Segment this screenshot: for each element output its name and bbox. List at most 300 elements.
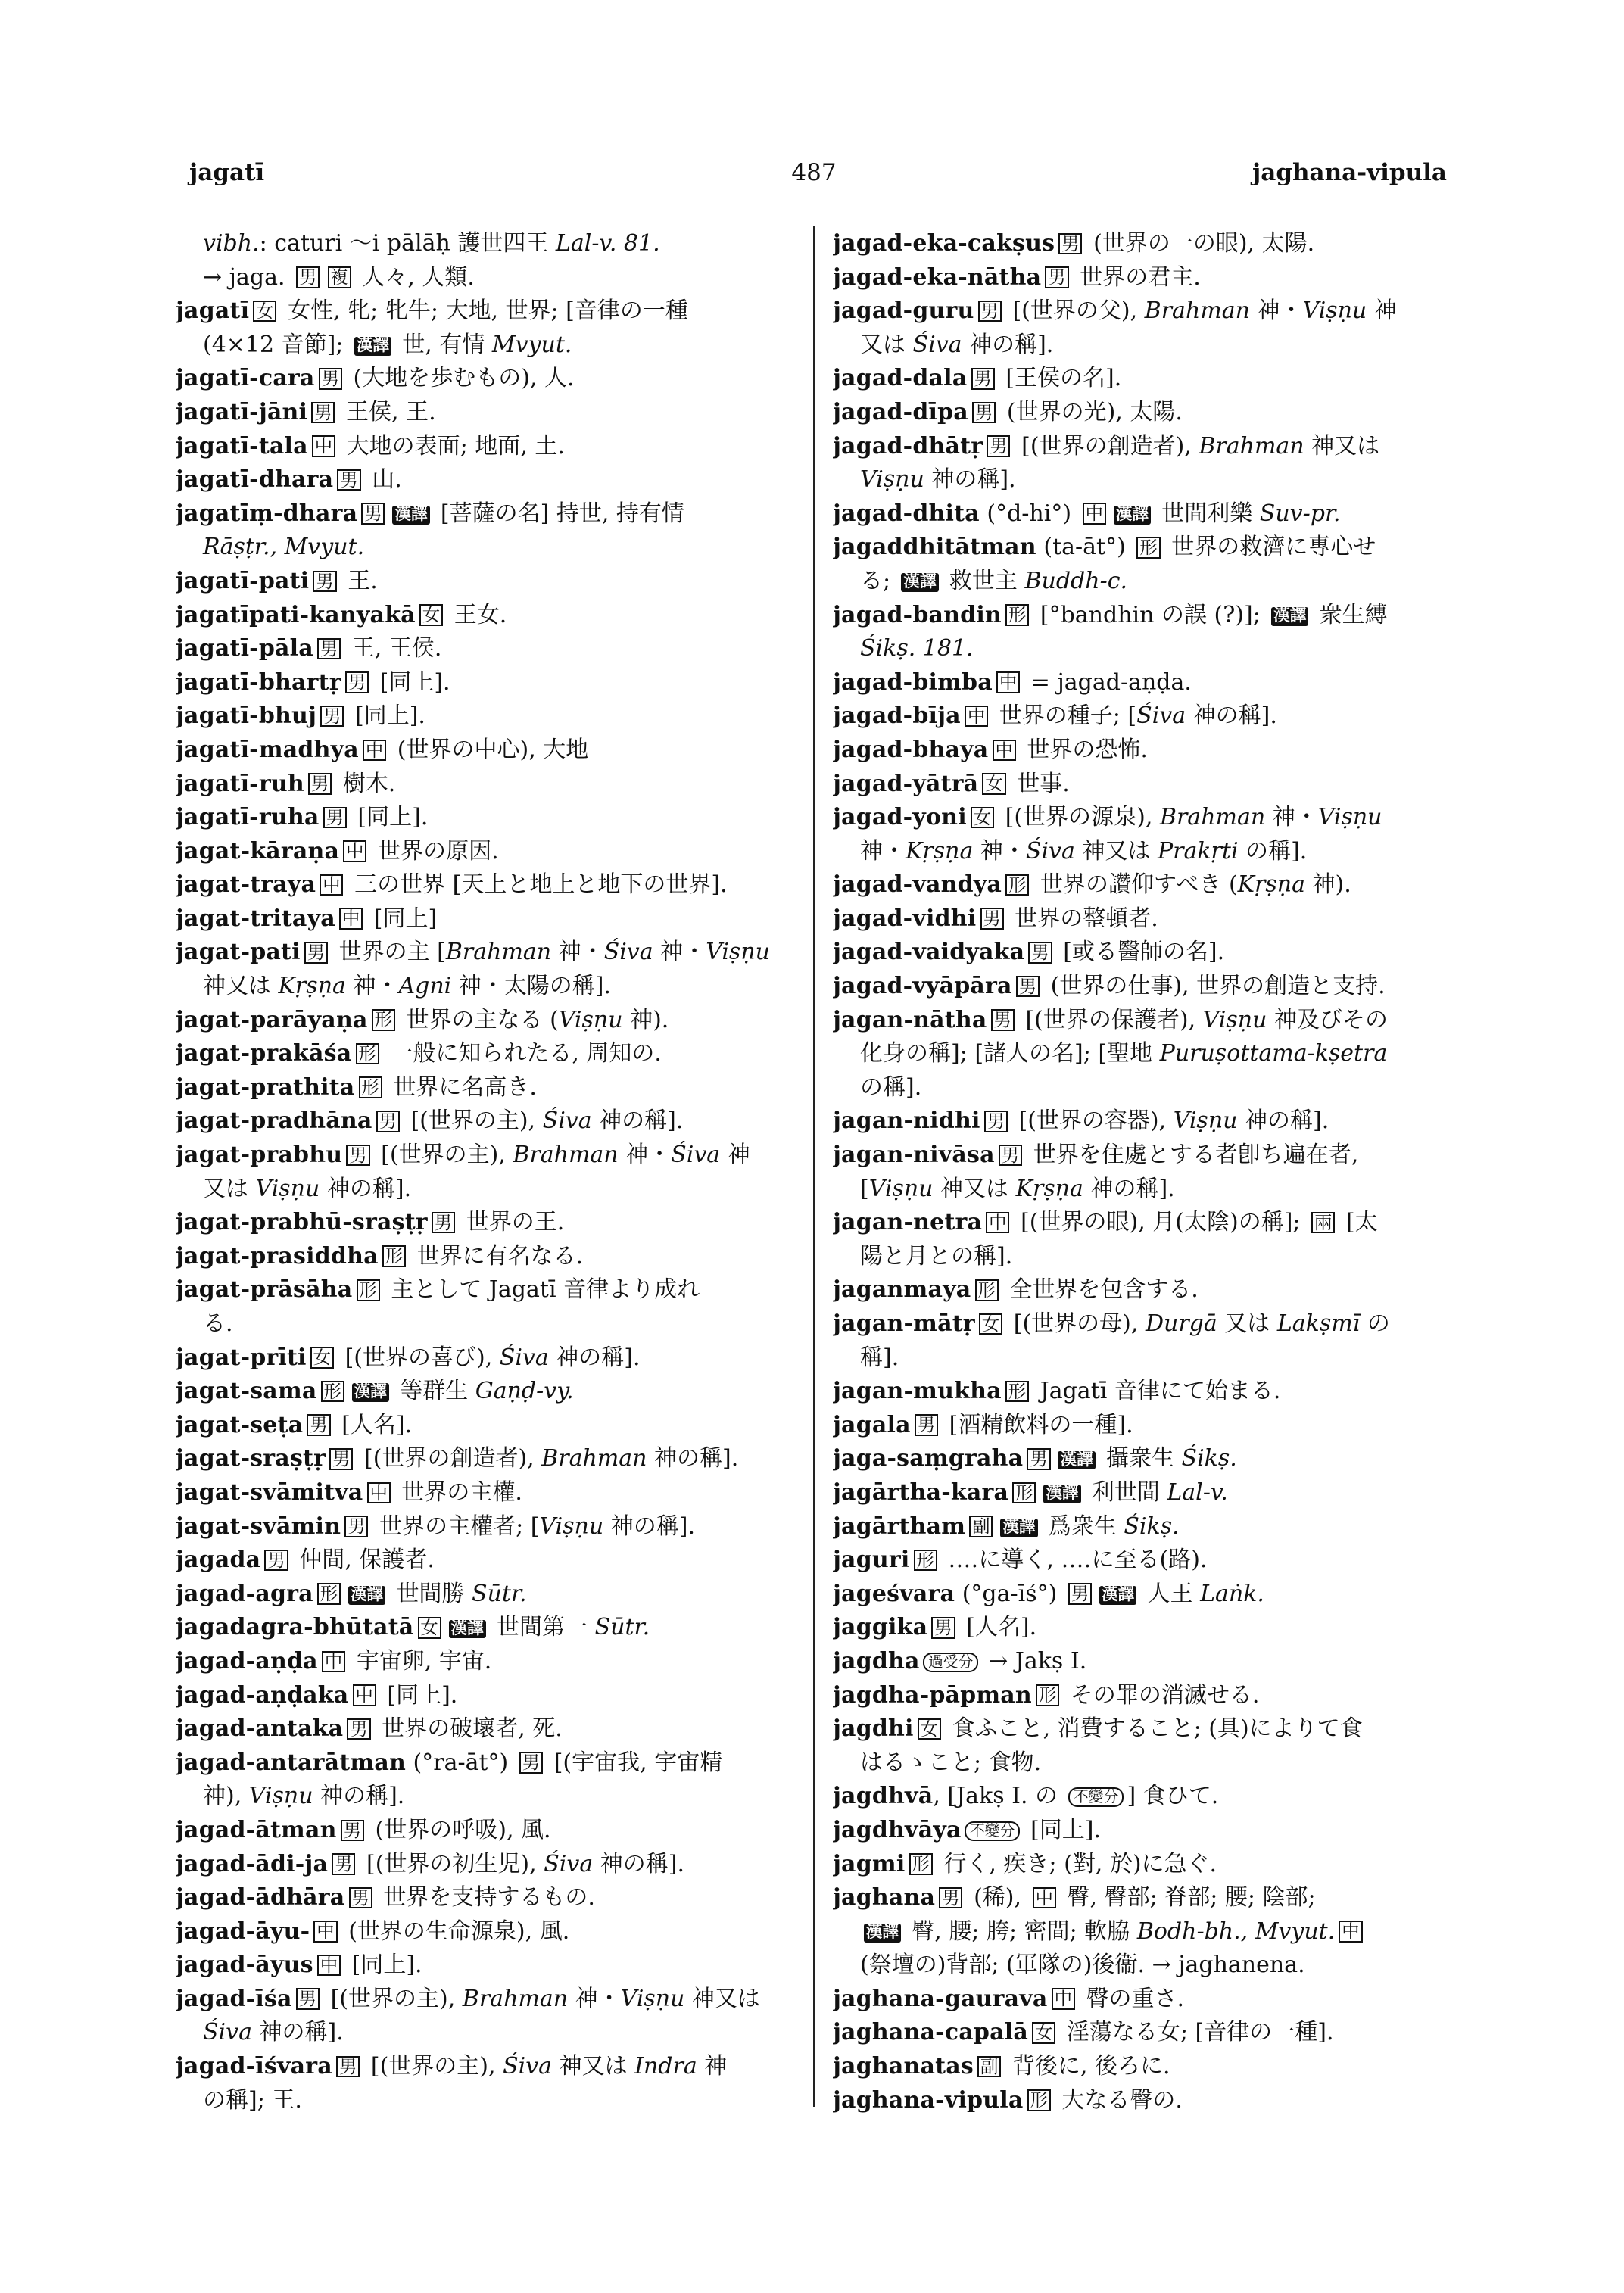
kanyaku-label: 漢譯 xyxy=(1058,1451,1095,1470)
left-column xyxy=(176,227,798,2117)
headword: jagat-sraṣṭṛ xyxy=(176,1445,326,1472)
line-text xyxy=(176,1240,583,1274)
italic-text: Brahman xyxy=(1159,804,1266,831)
gloss-text: 世界に有名なる. xyxy=(410,1242,584,1270)
grammar-label: 中 xyxy=(965,706,988,727)
entry-line xyxy=(833,2050,1455,2084)
grammar-label: 形 xyxy=(372,1009,395,1031)
line-text xyxy=(176,294,688,329)
headword: jagdhi xyxy=(833,1715,914,1743)
entry-line xyxy=(176,1341,798,1375)
line-text xyxy=(176,1848,684,1882)
gloss-text: , [Jakṣ I. の xyxy=(933,1783,1065,1810)
grammar-label: 男 xyxy=(376,1111,400,1132)
italic-text: Viṣṇu xyxy=(620,1985,685,2012)
headword: jagatī-ruha xyxy=(176,804,320,831)
italic-text: Śiva xyxy=(503,2053,553,2080)
line-text xyxy=(176,1442,738,1476)
line-text xyxy=(833,2016,1334,2050)
line-text xyxy=(176,1273,700,1307)
headword: jagad-vidhi xyxy=(833,905,977,932)
line-text xyxy=(176,1611,650,1645)
entry-line xyxy=(833,430,1455,464)
headword: jagat-prabhū-sraṣṭṛ xyxy=(176,1209,428,1236)
line-text xyxy=(833,227,1314,261)
gloss-text: 世界を支持するもの. xyxy=(376,1884,595,1911)
grammar-label: 男 xyxy=(1045,266,1068,288)
gloss-text: 世界の主權者; [ xyxy=(372,1513,540,1540)
headword: jagad-bīja xyxy=(833,703,961,730)
headword: jagad-yoni xyxy=(833,804,967,831)
line-text xyxy=(176,1949,422,1983)
gloss-text: る; xyxy=(860,567,898,594)
line-text xyxy=(176,632,441,666)
entry-line xyxy=(833,1544,1455,1578)
entry-line xyxy=(833,362,1455,396)
line-text xyxy=(176,1983,760,2017)
headword: jagadagra-bhūtatā xyxy=(176,1614,414,1641)
line-text xyxy=(833,599,1388,633)
line-text xyxy=(860,1240,1012,1274)
line-text xyxy=(833,1206,1378,1240)
gloss-text: 神の稱]. xyxy=(320,1175,412,1202)
line-text xyxy=(833,1476,1228,1510)
grammar-label: 中 xyxy=(363,740,386,762)
entry-line xyxy=(176,801,798,835)
italic-text: Viṣṇu xyxy=(539,1513,604,1540)
line-text xyxy=(176,835,499,869)
gloss-text: 神の稱]. xyxy=(593,1850,684,1877)
entry-line xyxy=(176,699,798,734)
grammar-label: 男 xyxy=(308,773,332,795)
entry-line xyxy=(833,261,1455,295)
grammar-label: 中 xyxy=(996,671,1020,693)
entry-line xyxy=(176,565,798,599)
gloss-text: 樹木. xyxy=(335,770,396,797)
italic-text: Rāṣṭr., Mvyut. xyxy=(203,534,365,561)
entry-line xyxy=(833,1848,1455,1882)
entry-line xyxy=(176,1139,798,1173)
gloss-text: 人々, 人類. xyxy=(354,263,475,291)
line-text xyxy=(833,902,1158,936)
running-head-left: jagatī xyxy=(189,159,265,186)
gloss-text: (4×12 音節]; xyxy=(203,331,351,358)
grammar-label: 形 xyxy=(975,1279,999,1301)
gloss-text: [(世界の喜び), xyxy=(338,1344,500,1371)
line-text xyxy=(860,565,1127,599)
gloss-text: [菩薩の名] 持世, 持有情 xyxy=(433,500,684,527)
entry-line xyxy=(833,1004,1455,1038)
italic-text: Kṛṣṇa xyxy=(1015,1175,1083,1202)
entry-line xyxy=(176,2050,798,2084)
line-text xyxy=(176,801,428,835)
kanyaku-label: 漢譯 xyxy=(1114,506,1151,525)
gloss-text: 救世主 xyxy=(942,567,1025,594)
italic-text: Śiva xyxy=(1025,837,1075,865)
gloss-text: 等群生 xyxy=(392,1378,475,1405)
entry-line xyxy=(176,835,798,869)
gloss-text: [(世界の主), xyxy=(323,1985,463,2012)
gloss-text: → jaga. xyxy=(203,263,293,291)
line-text xyxy=(176,1139,750,1173)
line-text xyxy=(833,1307,1390,1341)
italic-text: Viṣṇu xyxy=(1202,1006,1267,1033)
gloss-text: = jagad-aṇḍa. xyxy=(1024,668,1192,696)
grammar-label: 男 xyxy=(349,1887,372,1909)
line-text xyxy=(176,699,425,734)
line-text xyxy=(203,1307,233,1341)
gloss-text: 一般に知られたる, 周知の. xyxy=(382,1040,662,1067)
gloss-text: 世界の整頓者. xyxy=(1007,905,1158,932)
entry-line xyxy=(833,902,1455,936)
page-number: 487 xyxy=(791,159,837,186)
entry-line xyxy=(176,1037,798,1071)
italic-text: Puruṣottama-kṣetra xyxy=(1159,1040,1388,1067)
headword: jagad-āyus xyxy=(176,1952,313,1979)
line-text xyxy=(203,227,660,261)
entry-line xyxy=(833,1273,1455,1307)
italic-text: Śiva xyxy=(499,1344,549,1371)
gloss-text: 神). xyxy=(1305,871,1351,899)
gloss-text: 主として Jagatī 音律より成れ xyxy=(383,1276,700,1304)
headword: jagatī-jāni xyxy=(176,398,308,425)
headword: jagad-antaka xyxy=(176,1715,344,1743)
line-text xyxy=(203,1780,404,1814)
gloss-text: 世間第一 xyxy=(489,1614,595,1641)
line-text xyxy=(833,1544,1207,1578)
gloss-text: 神・ xyxy=(618,1142,672,1169)
form-label: 不變分 xyxy=(1068,1787,1124,1807)
headword: jagad-guru xyxy=(833,298,974,325)
line-text xyxy=(176,1004,669,1038)
gloss-text: 世界を住處とする者卽ち遍在者, xyxy=(1026,1142,1359,1169)
gloss-text: [同上]. xyxy=(1023,1816,1102,1843)
gloss-text: [人名]. xyxy=(959,1614,1037,1641)
gloss-text: 行く, 疾き; (對, 於)に急ぐ. xyxy=(936,1850,1217,1877)
italic-text: Lakṣmī xyxy=(1276,1310,1361,1337)
running-head-right: jaghana-vipula xyxy=(1252,159,1447,186)
grammar-label: 男 xyxy=(329,1448,353,1470)
entry-continuation-line xyxy=(833,1949,1455,1983)
kanyaku-label: 漢譯 xyxy=(392,506,429,525)
grammar-label: 中 xyxy=(322,1651,345,1673)
grammar-label: 男 xyxy=(345,671,369,693)
gloss-text: [人名]. xyxy=(334,1411,413,1438)
italic-text: Brahman xyxy=(513,1142,619,1169)
headword: jaghana xyxy=(833,1884,936,1911)
headword: jagan-nātha xyxy=(833,1006,987,1033)
gloss-text: ] 食ひて. xyxy=(1127,1783,1219,1810)
italic-text: Viṣṇu xyxy=(1173,1108,1238,1135)
gloss-text: [同上]. xyxy=(348,703,425,730)
entry-line xyxy=(176,1510,798,1544)
line-text xyxy=(176,1476,522,1510)
line-text xyxy=(833,868,1351,902)
grammar-label: 形 xyxy=(1036,1684,1059,1706)
headword: jagatīpati-kanyakā xyxy=(176,601,416,628)
entry-continuation-line xyxy=(833,565,1455,599)
gloss-text: 神 xyxy=(697,2053,728,2080)
grammar-label: 女 xyxy=(419,604,443,626)
grammar-label: 複 xyxy=(328,266,351,288)
headword: jagad-dhātṛ xyxy=(833,432,983,460)
gloss-text: (°d-hi°) xyxy=(979,500,1079,527)
line-text xyxy=(860,1037,1387,1071)
grammar-label: 中 xyxy=(339,908,363,930)
entry-line xyxy=(176,1476,798,1510)
gloss-text: 仲間, 保護者. xyxy=(291,1547,435,1574)
gloss-text: 神又は xyxy=(1304,432,1380,460)
entry-line xyxy=(833,734,1455,768)
line-text xyxy=(176,666,450,700)
gloss-text: [(世界の創造者), xyxy=(1014,432,1199,460)
gloss-text: 世間勝 xyxy=(388,1580,472,1607)
line-text xyxy=(176,768,395,802)
entry-line xyxy=(833,1611,1455,1645)
entry-line xyxy=(833,294,1455,329)
entry-line xyxy=(833,1712,1455,1746)
gloss-text: (世界の一の眼), 太陽. xyxy=(1086,230,1315,257)
grammar-label: 男 xyxy=(915,1414,938,1436)
gloss-text: 女性, 牝; 牝牛; 大地, 世界; [音律の一種 xyxy=(280,298,688,325)
grammar-label: 中 xyxy=(1052,1988,1075,2010)
grammar-label: 女 xyxy=(918,1718,941,1740)
italic-text: Lal-v. 81. xyxy=(555,230,660,257)
gloss-text: [(世界の源泉), xyxy=(998,804,1160,831)
line-text xyxy=(176,1071,537,1105)
headword: jagat-parāyaṇa xyxy=(176,1006,368,1033)
right-column xyxy=(833,227,1455,2117)
gloss-text: 爲衆生 xyxy=(1041,1513,1124,1540)
headword: jagatī-ruh xyxy=(176,770,304,797)
gloss-text: [(世界の主), xyxy=(363,2053,503,2080)
gloss-text: 人王 xyxy=(1140,1580,1201,1607)
gloss-text: 世界の讚仰すべき ( xyxy=(1033,871,1238,899)
line-text xyxy=(176,734,588,768)
entry-line xyxy=(833,1104,1455,1139)
line-text xyxy=(833,1375,1280,1409)
gloss-text: 世界の主 [ xyxy=(332,939,446,966)
headword: jaga-saṃgraha xyxy=(833,1445,1024,1472)
grammar-label: 男 xyxy=(311,402,335,424)
form-label: 過受分 xyxy=(923,1653,978,1672)
italic-text: Gaṇḍ-vy. xyxy=(475,1378,574,1405)
gloss-text: 神・ xyxy=(653,939,706,966)
grammar-label: 中 xyxy=(1033,1887,1056,1909)
line-text xyxy=(176,463,402,497)
italic-text: Brahman xyxy=(1144,298,1250,325)
headword: jagada xyxy=(176,1547,261,1574)
gloss-text: [(世界の父), xyxy=(1005,298,1145,325)
gloss-text: る. xyxy=(203,1310,233,1337)
grammar-label: 形 xyxy=(356,1043,379,1065)
headword: jagad-eka-cakṣus xyxy=(833,230,1055,257)
gloss-text: 衆生縛 xyxy=(1312,601,1388,628)
gloss-text: (ta-āt°) xyxy=(1036,534,1133,561)
gloss-text: 神の稱]. xyxy=(603,1513,695,1540)
gloss-text: 稱]. xyxy=(860,1344,899,1371)
gloss-text: 神又は xyxy=(203,973,279,1000)
headword: jagatī-dhara xyxy=(176,466,334,494)
headword: jagad-īśa xyxy=(176,1985,292,2012)
grammar-label: 女 xyxy=(310,1347,334,1369)
italic-text: Brahman xyxy=(445,939,552,966)
italic-text: Viṣṇu xyxy=(706,939,770,966)
grammar-label: 女 xyxy=(971,807,994,829)
entry-line xyxy=(833,1307,1455,1341)
line-text xyxy=(203,329,572,363)
entry-line xyxy=(176,1206,798,1240)
gloss-text: 神の稱]. xyxy=(924,466,1016,494)
gloss-text: 世, 有情 xyxy=(394,331,492,358)
line-text xyxy=(833,1645,1086,1679)
line-text xyxy=(860,1746,1041,1781)
grammar-label: 女 xyxy=(418,1617,441,1639)
grammar-label: 男 xyxy=(939,1887,962,1909)
gloss-text: 又は xyxy=(860,331,913,358)
grammar-label: 男 xyxy=(264,1550,288,1572)
grammar-label: 副 xyxy=(969,1516,993,1537)
entry-line xyxy=(176,768,798,802)
column-divider xyxy=(813,226,815,2107)
headword: jagan-netra xyxy=(833,1209,983,1236)
entry-continuation-line xyxy=(833,1915,1455,1949)
headword: jaganmaya xyxy=(833,1276,971,1304)
gloss-text: の xyxy=(1360,1310,1390,1337)
gloss-text: [(世界の保護者), xyxy=(1018,1006,1203,1033)
entry-line xyxy=(176,632,798,666)
headword: jagdha xyxy=(833,1647,920,1675)
entry-line xyxy=(833,1578,1455,1612)
gloss-text: [酒精飲料の一種]. xyxy=(942,1411,1133,1438)
line-text xyxy=(833,936,1224,970)
entry-continuation-line xyxy=(833,1037,1455,1071)
grammar-label: 男 xyxy=(980,908,1004,930)
italic-text: Brahman xyxy=(541,1445,647,1472)
line-text xyxy=(860,632,974,666)
line-text xyxy=(860,1071,921,1105)
gloss-text: Jagatī 音律にて始まる. xyxy=(1033,1378,1281,1405)
italic-text: Laṅk. xyxy=(1200,1580,1264,1607)
grammar-label: 形 xyxy=(1012,1482,1036,1504)
headword: jagat-svāmin xyxy=(176,1513,341,1540)
line-text xyxy=(176,868,728,902)
grammar-label: 男 xyxy=(341,1820,364,1842)
grammar-label: 男 xyxy=(519,1752,543,1774)
line-text xyxy=(833,1679,1259,1713)
line-text xyxy=(176,565,378,599)
gloss-text: はるゝこと; 食物. xyxy=(860,1749,1042,1776)
gloss-text: 世界の恐怖. xyxy=(1019,736,1148,763)
italic-text: Durgā xyxy=(1145,1310,1217,1337)
grammar-label: 形 xyxy=(1136,537,1160,559)
italic-text: vibh. xyxy=(203,230,260,257)
gloss-text: [(世界の母), xyxy=(1006,1310,1146,1337)
headword: jagad-eka-nātha xyxy=(833,263,1042,291)
entry-continuation-line xyxy=(176,1173,798,1207)
headword: jagad-bhaya xyxy=(833,736,989,763)
line-text xyxy=(176,1409,412,1443)
grammar-label: 男 xyxy=(304,942,328,964)
line-text xyxy=(833,734,1148,768)
headword: jagad-dīpa xyxy=(833,398,968,425)
grammar-label: 形 xyxy=(382,1245,406,1267)
line-text xyxy=(833,261,1201,295)
headword: jaghana-vipula xyxy=(833,2086,1024,2114)
headword: jagan-mātṛ xyxy=(833,1310,975,1337)
gloss-text: 神 xyxy=(1367,298,1397,325)
entry-line xyxy=(176,1881,798,1915)
kanyaku-label: 漢譯 xyxy=(1043,1485,1080,1503)
headword: jagatīṃ-dhara xyxy=(176,500,358,527)
entry-line xyxy=(176,1375,798,1409)
gloss-text: 又は xyxy=(1217,1310,1277,1337)
entry-continuation-line xyxy=(833,1071,1455,1105)
gloss-text: 世界の破壞者, 死. xyxy=(374,1715,563,1743)
entry-line xyxy=(176,294,798,329)
headword: jaguri xyxy=(833,1547,910,1574)
italic-text: Sūtr. xyxy=(472,1580,527,1607)
grammar-label: 女 xyxy=(253,301,276,322)
grammar-label: 女 xyxy=(1032,2022,1055,2044)
gloss-text: 臀の重さ. xyxy=(1078,1985,1185,2012)
gloss-text: 神の稱]. xyxy=(1237,1108,1329,1135)
line-text xyxy=(176,1746,722,1781)
grammar-label: 中 xyxy=(986,1212,1009,1234)
entry-continuation-line xyxy=(833,835,1455,869)
grammar-label: 男 xyxy=(984,1111,1008,1132)
gloss-text: 世界に名高き. xyxy=(385,1073,537,1101)
gloss-text: 神・ xyxy=(568,1985,621,2012)
line-text xyxy=(833,1814,1101,1848)
gloss-text: 世事. xyxy=(1009,770,1070,797)
entry-line xyxy=(176,599,798,633)
entry-line xyxy=(833,1206,1455,1240)
entry-line xyxy=(833,1814,1455,1848)
headword: jagat-sama xyxy=(176,1378,317,1405)
grammar-label: 男 xyxy=(361,503,385,525)
headword: jagad-aṇḍa xyxy=(176,1647,318,1675)
line-text xyxy=(176,1510,695,1544)
gloss-text: の稱]. xyxy=(1238,837,1308,865)
headword: jagad-aṇḍaka xyxy=(176,1681,349,1709)
gloss-text: [(世界の初生児), xyxy=(359,1850,544,1877)
line-text xyxy=(833,666,1192,700)
line-text xyxy=(833,1611,1036,1645)
line-text xyxy=(176,430,565,464)
line-text xyxy=(833,1139,1358,1173)
italic-text: Bodh-bh., Mvyut. xyxy=(1136,1918,1336,1945)
grammar-label: 男 xyxy=(991,1009,1015,1031)
line-text xyxy=(860,463,1016,497)
kanyaku-label: 漢譯 xyxy=(1271,607,1308,626)
entry-continuation-line xyxy=(176,261,798,295)
headword: jagatī-bhuj xyxy=(176,703,317,730)
italic-text: Śiva xyxy=(203,2019,252,2046)
gloss-text: [同上] xyxy=(366,905,438,932)
entry-continuation-line xyxy=(176,970,798,1004)
headword: jagatī xyxy=(176,298,250,325)
italic-text: Indra xyxy=(634,2053,697,2080)
entry-line xyxy=(176,1983,798,2017)
grammar-label: 男 xyxy=(296,266,320,288)
entry-continuation-line xyxy=(833,632,1455,666)
line-text xyxy=(833,1409,1133,1443)
gloss-text: 世界の原因. xyxy=(370,837,499,865)
gloss-text: [(世界の主), xyxy=(403,1108,543,1135)
grammar-label: 形 xyxy=(359,1076,382,1098)
headword: jaghanatas xyxy=(833,2053,974,2080)
